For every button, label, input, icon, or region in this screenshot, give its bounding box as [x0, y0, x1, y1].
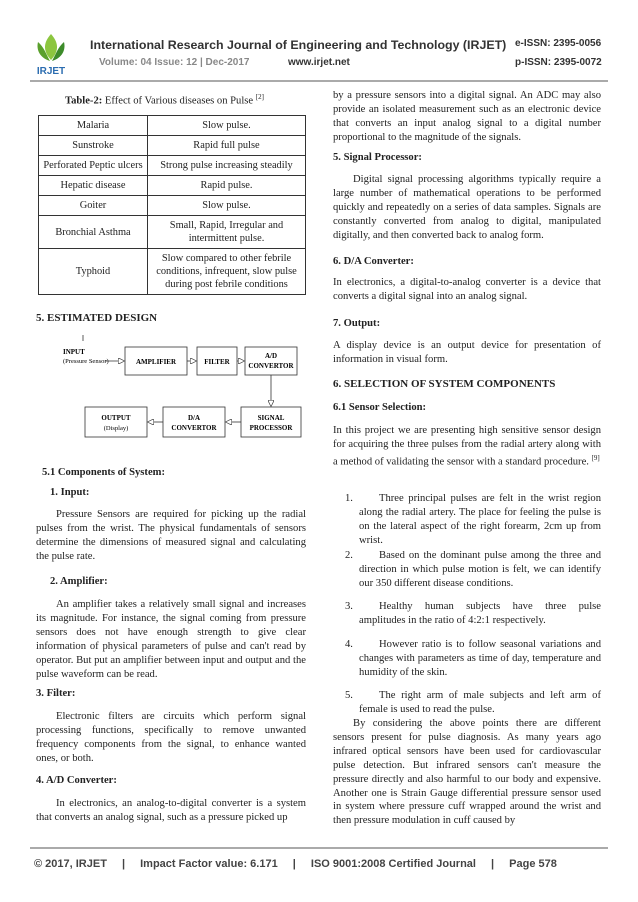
svg-text:(Display): (Display) [103, 425, 129, 432]
svg-text:FILTER: FILTER [204, 358, 230, 366]
list-item-number: 3. [345, 601, 353, 612]
page-header [0, 0, 638, 82]
effect-cell: Rapid pulse. [148, 176, 306, 196]
table-row [39, 196, 306, 216]
table-row [39, 136, 306, 156]
filter-heading: 3. Filter: [36, 688, 76, 699]
ad-converter-block [245, 347, 297, 375]
svg-text:CONVERTOR: CONVERTOR [248, 362, 294, 370]
effect-cell: Strong pulse increasing steadily [148, 156, 306, 176]
svg-text:OUTPUT: OUTPUT [101, 414, 131, 422]
website-link[interactable]: www.irjet.net [288, 57, 350, 68]
final-paragraph: By considering the above points there are different sensors present for pulse diagnosis. As many years ago infrared optical sensors have been used for cardiovascular pulse detection. But infrared sensors can't measure the pressure directly and also harmful to our body and expensive. Another one is Strain Gauge differential pressure sensor used in system where pressure cuff wrapped around the wrist and then pressure modulation in cuff caused by [333, 718, 601, 827]
e-issn: e-ISSN: 2395-0056 [515, 38, 602, 49]
list-item-number: 2. [345, 550, 353, 561]
journal-title: International Research Journal of Engineering and Technology (IRJET) [90, 38, 507, 52]
list-item: Healthy human subjects have three pulse amplitudes in the ratio of 4:2:1 respectively. [359, 601, 601, 626]
effect-cell: Slow pulse. [148, 196, 306, 216]
table-row [39, 216, 306, 249]
input-paragraph: Pressure Sensors are required for picking up the radial pulses from the wrist. The physical fundamentals of sensors determine the dimensions of measured signal and calculating the pulse rate. [36, 509, 306, 562]
footer-page: Page 578 [509, 858, 557, 870]
disease-cell: Typhoid [39, 249, 148, 295]
filter-paragraph: Electronic filters are circuits which perform signal processing functions, specifically to remove unwanted frequency components from the signal, to enhance wanted ones, or both. [36, 711, 306, 764]
disease-table [38, 115, 306, 295]
svg-text:CONVERTOR: CONVERTOR [171, 424, 217, 432]
svg-text:A/D: A/D [264, 352, 278, 360]
output-block [85, 407, 147, 437]
output-heading: 7. Output: [333, 318, 381, 329]
page-footer: © 2017, IRJET | Impact Factor value: 6.171 | ISO 9001:2008 Certified Journal | Page 578 [34, 858, 557, 870]
signal-processor-paragraph: Digital signal processing algorithms typically require a large number of mathematical operations to be performed quickly and repeatedly on a series of data samples. Signals are constantly converted from analog to digital, manipulated digitally, and then converted back to analog form. [333, 174, 601, 241]
amplifier-heading: 2. Amplifier: [50, 576, 108, 587]
ad-converter-paragraph-cont: by a pressure sensors into a digital signal. An ADC may also provide an isolated measurement such as an electronic device that converts an input analog signal to a digital number proportional to the magnitude of the signals. [333, 90, 601, 143]
footer-copyright: © 2017, IRJET [34, 858, 107, 870]
list-item-number: 4. [345, 639, 353, 650]
table-row [39, 176, 306, 196]
table-row [39, 249, 306, 295]
signal-processor-heading: 5. Signal Processor: [333, 152, 422, 163]
subsection-6-1-heading: 6.1 Sensor Selection: [333, 402, 427, 413]
effect-cell: Small, Rapid, Irregular and intermittent pulse. [148, 216, 306, 249]
output-paragraph: A display device is an output device for presentation of information in visual form. [333, 340, 601, 365]
svg-text:PROCESSOR: PROCESSOR [249, 424, 293, 432]
da-converter-block [163, 407, 225, 437]
table-row [39, 156, 306, 176]
effect-cell: Rapid full pulse [148, 136, 306, 156]
footer-iso: ISO 9001:2008 Certified Journal [310, 858, 476, 870]
svg-text:IRJET: IRJET [36, 66, 66, 77]
p-issn: p-ISSN: 2395-0072 [515, 57, 602, 68]
table-row [39, 116, 306, 136]
list-item-number: 5. [345, 690, 353, 701]
subsection-5-1-heading: 5.1 Components of System: [42, 467, 166, 478]
effect-cell: Slow pulse. [148, 116, 306, 136]
list-item: Three principal pulses are felt in the wrist region along the radial artery. The place for feeling the pulse is on the lateral aspect of the right forearm, 2cm up from wrist. [359, 493, 601, 546]
disease-cell: Goiter [39, 196, 148, 216]
list-item: The right arm of male subjects and left arm of female is used to read the pulse. [359, 690, 601, 715]
da-converter-heading: 6. D/A Converter: [333, 256, 414, 267]
header-rule [30, 80, 608, 82]
signal-processor-block [241, 407, 301, 437]
table-caption: Table-2: Effect of Various diseases on Pulse [2] [65, 93, 264, 107]
svg-text:D/A: D/A [187, 414, 201, 422]
list-item: Based on the dominant pulse among the three and direction in which pulse motion is felt, we can identify our 350 different disease conditions. [359, 550, 601, 589]
effect-cell: Slow compared to other febrile conditions, infrequent, slow pulse during post febrile conditions [148, 249, 306, 295]
svg-text:AMPLIFIER: AMPLIFIER [135, 358, 177, 366]
amplifier-paragraph: An amplifier takes a relatively small signal and increases its magnitude. For instance, the signal coming from pressure sensors does not have enough strength to give clear information of physical parameters of pulse and can't read by operator. But put an amplifier between input and output and the pulse waveform can be read. [36, 599, 306, 680]
amplifier-block [125, 347, 187, 375]
block-diagram [45, 335, 305, 447]
list-item: However ratio is to follow seasonal variations and changes with parameters as time of day, temperature and humidity of the skin. [359, 639, 601, 678]
volume-info: Volume: 04 Issue: 12 | Dec-2017 [99, 57, 250, 68]
sensor-points-list [345, 492, 601, 715]
disease-cell: Hepatic disease [39, 176, 148, 196]
irjet-logo-icon [30, 30, 72, 78]
input-block [63, 348, 109, 365]
da-converter-paragraph: In electronics, a digital-to-analog converter is a device that converts a digital signal into an analog signal. [333, 277, 601, 302]
ad-converter-heading: 4. A/D Converter: [36, 775, 117, 786]
disease-cell: Malaria [39, 116, 148, 136]
disease-cell: Sunstroke [39, 136, 148, 156]
disease-cell: Perforated Peptic ulcers [39, 156, 148, 176]
ad-converter-paragraph: In electronics, an analog-to-digital converter is a system that converts an analog signal, such as a pressure picked up [36, 798, 306, 823]
input-heading: 1. Input: [50, 487, 90, 498]
footer-impact: Impact Factor value: 6.171 [140, 858, 278, 870]
section-5-heading: 5. ESTIMATED DESIGN [36, 312, 158, 324]
disease-cell: Bronchial Asthma [39, 216, 148, 249]
sensor-selection-paragraph: In this project we are presenting high sensitive sensor design for acquiring the three pulses from the radial artery along with a method of validating the sensor with a standard procedure. [9] [333, 425, 601, 468]
footer-rule [30, 847, 608, 849]
svg-text:SIGNAL: SIGNAL [257, 414, 285, 422]
svg-text:INPUT: INPUT [63, 348, 85, 356]
section-6-heading: 6. SELECTION OF SYSTEM COMPONENTS [333, 378, 556, 390]
list-item-number: 1. [345, 493, 353, 504]
svg-text:(Pressure Sensor): (Pressure Sensor) [63, 358, 109, 365]
filter-block [197, 347, 237, 375]
